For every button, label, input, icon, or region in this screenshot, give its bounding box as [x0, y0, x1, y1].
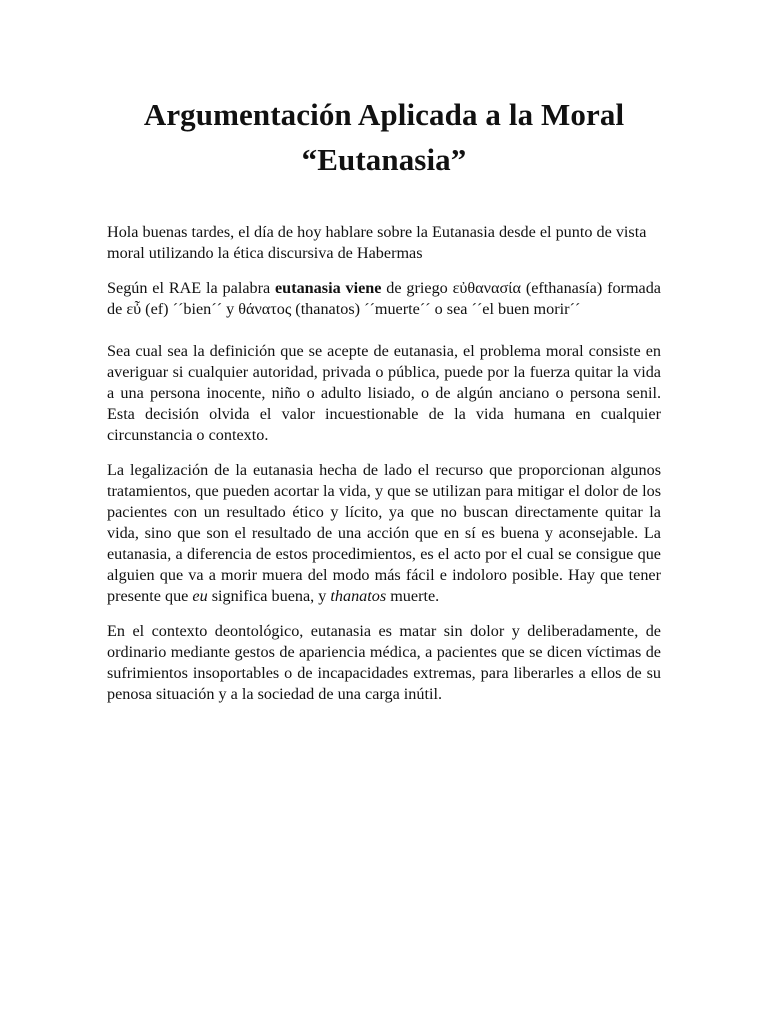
- term-thanatos: thanatos: [330, 587, 387, 605]
- etymology-bold-term: eutanasia viene: [275, 279, 382, 297]
- title-line-2: “Eutanasia”: [301, 142, 467, 177]
- paragraph-legalization: [107, 460, 661, 607]
- paragraph-etymology: [107, 278, 661, 320]
- paragraph-intro: Hola buenas tardes, el día de hoy hablare sobre la Eutanasia desde el punto de vista moral utilizando la ética discursiva de Habermas: [107, 223, 647, 262]
- etymology-text-a: Según el RAE la palabra: [107, 279, 275, 297]
- title-line-1: Argumentación Aplicada a la Moral: [143, 97, 625, 132]
- paragraph-moral-problem: Sea cual sea la definición que se acepte de eutanasia, el problema moral consiste en averiguar si cualquier autoridad, privada o pública, puede por la fuerza quitar la vida a una persona inocente, niño o adulto lisiado, o de algún anciano o persona senil. Esta decisión olvida el valor incuestionable de la vida humana en cualquier circunstancia o contexto.: [107, 342, 661, 444]
- paragraph-deontological: En el contexto deontológico, eutanasia es matar sin dolor y deliberadamente, de ordinario mediante gestos de apariencia médica, a pacientes que se dicen víctimas de sufrimientos insoportables o de incapacidades extremas, para liberarles a ellos de su penosa situación y a la sociedad de una carga inútil.: [107, 622, 661, 703]
- legalization-text-b: significa buena, y: [207, 587, 331, 605]
- legalization-text-a: La legalización de la eutanasia hecha de lado el recurso que proporcionan algunos tratamientos, que pueden acortar la vida, y que se utilizan para mitigar el dolor de los pacientes con un resultado ético y lícito, ya que no buscan directamente quitar la vida, sino que son el resultado de una acción que en sí es buena y aconsejable. La eutanasia, a diferencia de estos procedimientos, es el acto por el cual se consigue que alguien que va a morir muera del modo más fácil e indoloro posible. Hay que tener presente que: [107, 461, 661, 605]
- page-title: [107, 92, 661, 182]
- legalization-text-c: muerte.: [386, 587, 440, 605]
- etymology-text-b: de griego εὐθανασία (efthanasía) formada de εὖ (ef) ´´bien´´ y θάνατος (thanatos) ´´muerte´´ o sea ´´el buen morir´´: [107, 279, 661, 318]
- term-eu: eu: [192, 587, 208, 605]
